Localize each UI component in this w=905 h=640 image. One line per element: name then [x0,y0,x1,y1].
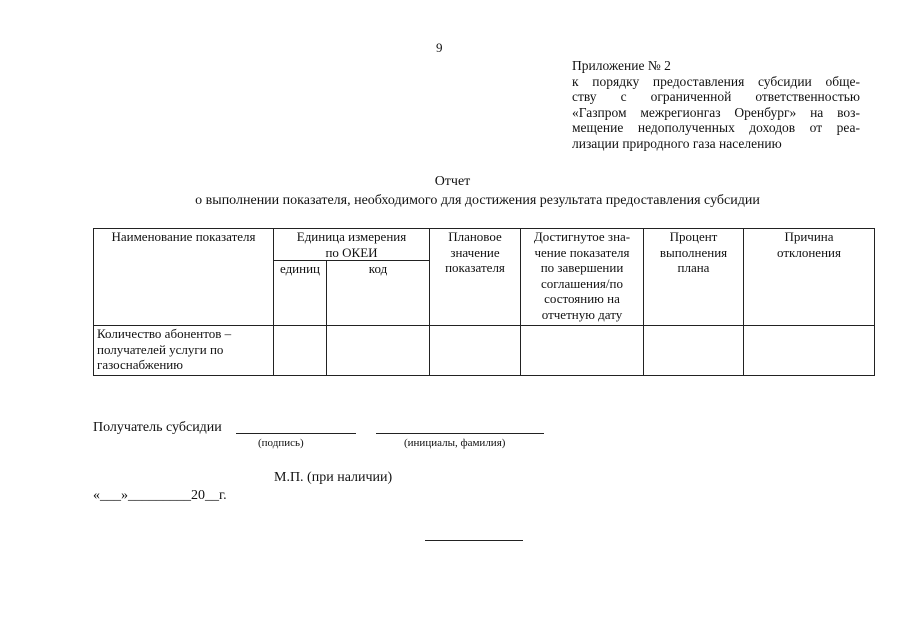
header-line: плана [677,260,710,275]
header-percent [644,229,744,326]
row-reason-cell [744,326,875,376]
signature-caption: (подпись) [258,437,304,449]
page-number: 9 [436,40,443,55]
report-table [93,228,875,376]
date-line: «___»_________20__г. [93,488,227,503]
header-planned [430,229,521,326]
appendix-line: ству с ограниченной ответственностью [572,89,860,104]
row-unit-cell [274,326,327,376]
stamp-label: М.П. (при наличии) [274,470,393,485]
name-caption: (инициалы, фамилия) [404,437,506,449]
header-line: чение показателя [534,244,630,260]
appendix-line: «Газпром межрегионгаз Оренбург» на воз- [572,104,860,120]
header-line: Процент [669,229,718,244]
header-line: соглашения/по [541,275,623,291]
table-header-row [94,229,875,261]
row-name [94,326,274,376]
row-planned-cell [430,326,521,376]
header-line: Причина [784,229,834,244]
row-name-line: газоснабжению [97,357,183,372]
row-achieved-cell [521,326,644,376]
report-title: Отчет [434,174,471,189]
header-units [274,261,327,326]
appendix-block [572,58,860,151]
header-code [327,261,430,326]
header-line: Достигнутое зна- [533,229,631,244]
table-row [94,326,875,376]
header-line: выполнения [659,244,728,260]
header-line: значение [450,244,500,260]
row-code-cell [327,326,430,376]
header-code-label: код [368,261,388,276]
header-achieved [521,229,644,326]
bottom-rule [425,540,523,541]
header-reason [744,229,875,326]
header-name-label: Наименование показателя [111,229,256,244]
header-line: по ОКЕИ [325,244,378,260]
header-units-label: единиц [279,261,321,276]
recipient-label: Получатель субсидии [93,420,222,435]
row-name-line: Количество абонентов – [97,326,232,341]
header-line: отклонения [777,244,841,260]
row-name-line: получателей услуги по [97,341,224,357]
signature-line [236,433,356,434]
row-percent-cell [644,326,744,376]
report-subtitle: о выполнении показателя, необходимого для достижения результата предоставления субсидии [195,193,760,208]
appendix-line: мещение недополученных доходов от реа- [572,120,860,135]
header-line: по завершении [540,260,624,275]
header-line: отчетную дату [541,306,623,322]
header-line: показателя [445,260,505,275]
appendix-line: к порядку предоставления субсидии обще- [572,73,860,89]
header-line: Плановое [448,229,502,244]
name-line [376,433,544,434]
header-line: Единица измерения [296,229,407,244]
header-unit [274,229,430,261]
header-line: состоянию на [544,291,620,306]
appendix-line: лизации природного газа населению [572,135,782,151]
appendix-title: Приложение № 2 [572,58,671,73]
header-name [94,229,274,326]
